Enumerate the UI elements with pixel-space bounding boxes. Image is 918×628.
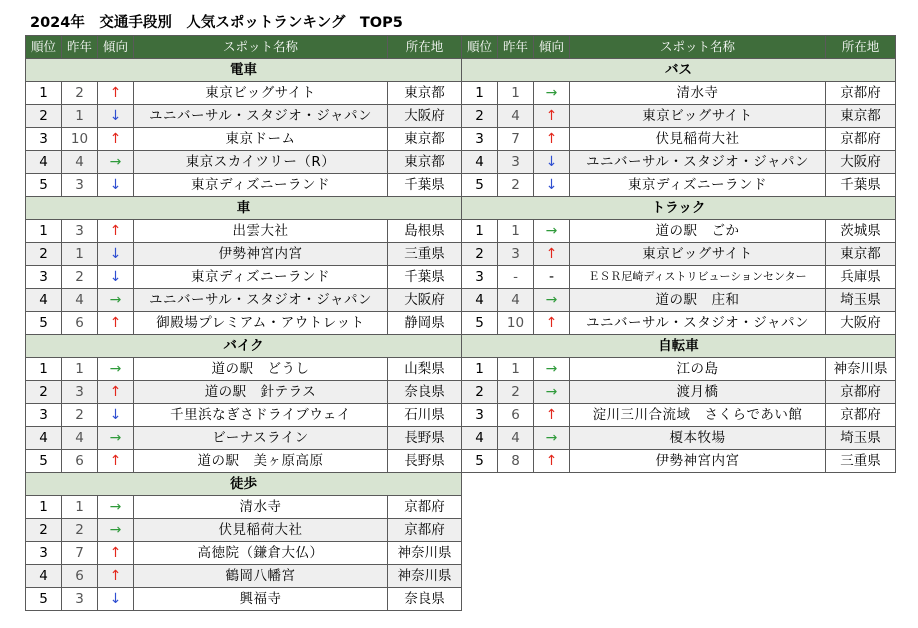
spot-name-cell: 伏見稲荷大社 [570,128,826,151]
category-row [462,59,896,82]
rank-cell: 3 [26,542,62,565]
rank-cell: 5 [462,450,498,473]
spot-name-cell: 東京ビッグサイト [570,243,826,266]
location-cell: 静岡県 [388,312,462,335]
rank-cell: 5 [462,174,498,197]
rank-cell: 2 [26,519,62,542]
rank-cell: 4 [26,427,62,450]
location-cell: 京都府 [388,519,462,542]
prev-rank-cell: 10 [498,312,534,335]
table-row [26,404,462,427]
location-cell: 千葉県 [388,266,462,289]
rank-cell: 5 [26,450,62,473]
table-row [462,174,896,197]
rank-cell: 3 [462,128,498,151]
spot-name-cell: 淀川三川合流域 さくらであい館 [570,404,826,427]
spot-name-cell: 東京ドーム [134,128,388,151]
spot-name-cell: 出雲大社 [134,220,388,243]
prev-rank-cell: 3 [62,588,98,611]
location-cell: 大阪府 [388,289,462,312]
col-header-prev: 昨年 [62,36,98,59]
arrow-up-icon: ↑ [534,105,570,128]
location-cell: 大阪府 [826,312,896,335]
table-row [462,312,896,335]
arrow-up-icon: ↑ [534,243,570,266]
prev-rank-cell: 4 [498,289,534,312]
ranking-table-right [461,35,896,473]
spot-name-cell: 伊勢神宮内宮 [134,243,388,266]
arrow-right-icon: → [98,358,134,381]
location-cell: 千葉県 [388,174,462,197]
prev-rank-cell: 1 [62,496,98,519]
location-cell: 石川県 [388,404,462,427]
location-cell: 東京都 [388,82,462,105]
location-cell: 京都府 [388,496,462,519]
header-row [462,36,896,59]
prev-rank-cell: - [498,266,534,289]
table-row [26,266,462,289]
table-row [26,496,462,519]
arrow-right-icon: → [98,151,134,174]
table-row [462,82,896,105]
arrow-down-icon: ↓ [534,151,570,174]
category-title: バス [462,59,896,82]
rank-cell: 3 [26,266,62,289]
col-header-rank: 順位 [26,36,62,59]
rank-cell: 1 [26,82,62,105]
rank-cell: 4 [26,151,62,174]
col-header-location: 所在地 [826,36,896,59]
spot-name-cell: 御殿場プレミアム・アウトレット [134,312,388,335]
prev-rank-cell: 3 [498,151,534,174]
table-row [26,151,462,174]
spot-name-cell: 東京ディズニーランド [134,266,388,289]
rank-cell: 4 [26,289,62,312]
rank-cell: 1 [26,220,62,243]
spot-name-cell: 伏見稲荷大社 [134,519,388,542]
prev-rank-cell: 2 [498,174,534,197]
table-row [26,289,462,312]
table-row [462,243,896,266]
page-title: 2024年 交通手段別 人気スポットランキング TOP5 [30,15,403,31]
arrow-down-icon: ↓ [98,266,134,289]
prev-rank-cell: 1 [498,358,534,381]
spot-name-cell: 東京スカイツリー（R） [134,151,388,174]
spot-name-cell: 道の駅 ごか [570,220,826,243]
location-cell: 東京都 [826,243,896,266]
rank-cell: 5 [462,312,498,335]
table-row [462,128,896,151]
category-title: 電車 [26,59,462,82]
prev-rank-cell: 4 [498,427,534,450]
table-row [462,450,896,473]
table-row [26,358,462,381]
rank-cell: 5 [26,312,62,335]
spot-name-cell: ユニバーサル・スタジオ・ジャパン [570,151,826,174]
rank-cell: 3 [26,128,62,151]
prev-rank-cell: 1 [62,358,98,381]
spot-name-cell: 千里浜なぎさドライブウェイ [134,404,388,427]
prev-rank-cell: 7 [498,128,534,151]
rank-cell: 2 [462,105,498,128]
arrow-right-icon: → [534,82,570,105]
rank-cell: 1 [462,220,498,243]
rank-cell: 2 [26,381,62,404]
spot-name-cell: 道の駅 針テラス [134,381,388,404]
arrow-up-icon: ↑ [98,82,134,105]
prev-rank-cell: 4 [498,105,534,128]
table-row [26,542,462,565]
table-row [26,381,462,404]
table-row [26,105,462,128]
arrow-down-icon: ↓ [98,404,134,427]
prev-rank-cell: 1 [498,82,534,105]
col-header-trend: 傾向 [98,36,134,59]
prev-rank-cell: 6 [498,404,534,427]
prev-rank-cell: 8 [498,450,534,473]
rank-cell: 1 [26,358,62,381]
spot-name-cell: ビーナスライン [134,427,388,450]
spot-name-cell: 東京ビッグサイト [570,105,826,128]
location-cell: 東京都 [826,105,896,128]
arrow-right-icon: → [534,220,570,243]
location-cell: 島根県 [388,220,462,243]
col-header-spot: スポット名称 [134,36,388,59]
spot-name-cell: 鶴岡八幡宮 [134,565,388,588]
category-title: 車 [26,197,462,220]
col-header-rank: 順位 [462,36,498,59]
category-title: トラック [462,197,896,220]
arrow-up-icon: ↑ [534,450,570,473]
category-title: 自転車 [462,335,896,358]
location-cell: 東京都 [388,151,462,174]
arrow-up-icon: ↑ [98,312,134,335]
table-row [462,358,896,381]
spot-name-cell: ユニバーサル・スタジオ・ジャパン [134,289,388,312]
prev-rank-cell: 6 [62,450,98,473]
prev-rank-cell: 4 [62,151,98,174]
arrow-up-icon: ↑ [98,542,134,565]
spot-name-cell: 東京ディズニーランド [570,174,826,197]
table-row [462,220,896,243]
arrow-down-icon: ↓ [98,105,134,128]
col-header-location: 所在地 [388,36,462,59]
location-cell: 京都府 [826,128,896,151]
prev-rank-cell: 10 [62,128,98,151]
location-cell: 京都府 [826,82,896,105]
col-header-trend: 傾向 [534,36,570,59]
prev-rank-cell: 3 [62,174,98,197]
rank-cell: 5 [26,174,62,197]
arrow-down-icon: ↓ [534,174,570,197]
rank-cell: 4 [26,565,62,588]
arrow-down-icon: ↓ [98,588,134,611]
spot-name-cell: 道の駅 どうし [134,358,388,381]
spot-name-cell: 東京ビッグサイト [134,82,388,105]
spot-name-cell: 道の駅 庄和 [570,289,826,312]
arrow-right-icon: → [98,427,134,450]
prev-rank-cell: 3 [498,243,534,266]
rank-cell: 2 [26,243,62,266]
prev-rank-cell: 2 [62,519,98,542]
arrow-up-icon: ↑ [534,128,570,151]
table-row [462,266,896,289]
spot-name-cell: ユニバーサル・スタジオ・ジャパン [134,105,388,128]
location-cell: 京都府 [826,404,896,427]
table-row [26,174,462,197]
arrow-up-icon: ↑ [98,381,134,404]
prev-rank-cell: 2 [62,82,98,105]
category-row [26,59,462,82]
table-row [26,519,462,542]
spot-name-cell: ＥＳＲ尼崎ディストリビューションセンター [570,266,826,289]
location-cell: 三重県 [826,450,896,473]
table-row [26,312,462,335]
spot-name-cell: 清水寺 [134,496,388,519]
category-row [462,197,896,220]
location-cell: 神奈川県 [826,358,896,381]
table-row [462,381,896,404]
prev-rank-cell: 6 [62,312,98,335]
table-row [26,588,462,611]
arrow-up-icon: ↑ [98,128,134,151]
category-title: バイク [26,335,462,358]
location-cell: 千葉県 [826,174,896,197]
rank-cell: 1 [462,358,498,381]
location-cell: 神奈川県 [388,565,462,588]
prev-rank-cell: 2 [62,266,98,289]
spot-name-cell: 渡月橋 [570,381,826,404]
arrow-right-icon: → [98,519,134,542]
spot-name-cell: 榎本牧場 [570,427,826,450]
rank-cell: 3 [462,266,498,289]
location-cell: 奈良県 [388,588,462,611]
category-row [26,197,462,220]
arrow-right-icon: → [534,289,570,312]
table-row [26,243,462,266]
category-row [26,473,462,496]
ranking-table-left [25,35,462,611]
arrow-right-icon: → [534,358,570,381]
arrow-down-icon: ↓ [98,174,134,197]
prev-rank-cell: 2 [498,381,534,404]
table-row [26,427,462,450]
arrow-right-icon: → [98,289,134,312]
table-row [26,82,462,105]
location-cell: 三重県 [388,243,462,266]
table-row [26,128,462,151]
location-cell: 京都府 [826,381,896,404]
table-row [462,404,896,427]
table-row [462,289,896,312]
table-row [462,427,896,450]
table-row [462,151,896,174]
location-cell: 長野県 [388,427,462,450]
col-header-prev: 昨年 [498,36,534,59]
spot-name-cell: 江の島 [570,358,826,381]
location-cell: 茨城県 [826,220,896,243]
category-title: 徒歩 [26,473,462,496]
prev-rank-cell: 3 [62,381,98,404]
spot-name-cell: 伊勢神宮内宮 [570,450,826,473]
location-cell: 山梨県 [388,358,462,381]
arrow-right-icon: → [534,427,570,450]
arrow-up-icon: ↑ [534,312,570,335]
rank-cell: 2 [462,243,498,266]
location-cell: 埼玉県 [826,427,896,450]
prev-rank-cell: 3 [62,220,98,243]
dash-icon: - [534,266,570,289]
prev-rank-cell: 1 [498,220,534,243]
spot-name-cell: 東京ディズニーランド [134,174,388,197]
prev-rank-cell: 6 [62,565,98,588]
location-cell: 東京都 [388,128,462,151]
category-row [26,335,462,358]
arrow-up-icon: ↑ [98,450,134,473]
arrow-down-icon: ↓ [98,243,134,266]
table-row [26,220,462,243]
table-row [26,450,462,473]
prev-rank-cell: 4 [62,427,98,450]
arrow-up-icon: ↑ [98,565,134,588]
spot-name-cell: 高徳院（鎌倉大仏） [134,542,388,565]
arrow-right-icon: → [534,381,570,404]
arrow-up-icon: ↑ [534,404,570,427]
arrow-up-icon: ↑ [98,220,134,243]
location-cell: 兵庫県 [826,266,896,289]
rank-cell: 4 [462,427,498,450]
location-cell: 奈良県 [388,381,462,404]
header-row [26,36,462,59]
rank-cell: 4 [462,151,498,174]
rank-cell: 4 [462,289,498,312]
spot-name-cell: 興福寺 [134,588,388,611]
location-cell: 神奈川県 [388,542,462,565]
location-cell: 長野県 [388,450,462,473]
rank-cell: 1 [26,496,62,519]
rank-cell: 1 [462,82,498,105]
spot-name-cell: 道の駅 美ヶ原高原 [134,450,388,473]
location-cell: 大阪府 [826,151,896,174]
prev-rank-cell: 1 [62,243,98,266]
prev-rank-cell: 4 [62,289,98,312]
rank-cell: 2 [462,381,498,404]
table-row [26,565,462,588]
rank-cell: 3 [26,404,62,427]
rank-cell: 3 [462,404,498,427]
col-header-spot: スポット名称 [570,36,826,59]
rank-cell: 2 [26,105,62,128]
prev-rank-cell: 7 [62,542,98,565]
spot-name-cell: 清水寺 [570,82,826,105]
prev-rank-cell: 1 [62,105,98,128]
table-row [462,105,896,128]
location-cell: 埼玉県 [826,289,896,312]
category-row [462,335,896,358]
rank-cell: 5 [26,588,62,611]
arrow-right-icon: → [98,496,134,519]
prev-rank-cell: 2 [62,404,98,427]
location-cell: 大阪府 [388,105,462,128]
spot-name-cell: ユニバーサル・スタジオ・ジャパン [570,312,826,335]
